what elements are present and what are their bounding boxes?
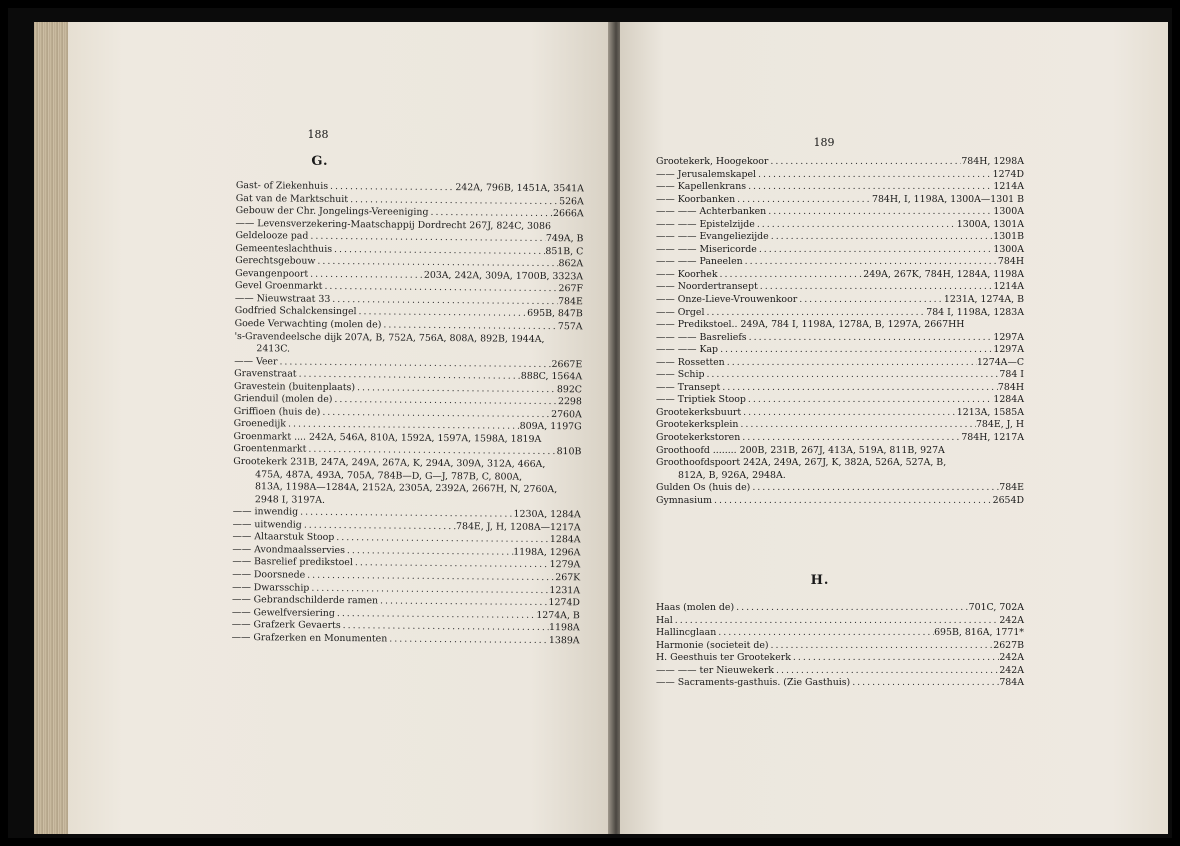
index-entry-refs: 1274D <box>548 597 581 609</box>
index-entry-label: —— Noordertransept <box>656 281 758 293</box>
index-entry <box>656 432 1024 445</box>
index-list-right-g <box>656 156 1024 507</box>
index-entry <box>656 307 1024 320</box>
index-entry-refs: 1274D <box>992 168 1024 180</box>
index-entry-label: Gravestein (buitenplaats) <box>233 380 356 393</box>
index-entry-label: Gevel Groenmarkt <box>234 280 323 293</box>
index-entry-label: 2413C. <box>256 343 291 355</box>
index-list-left <box>232 180 584 648</box>
index-entry-refs: 2666A <box>552 208 584 220</box>
index-entry-label: Godfried Schalckensingel <box>234 305 357 318</box>
index-entry-refs: 2760A <box>551 408 582 421</box>
index-entry-refs: 1230A, 1284A <box>513 508 581 521</box>
index-entry <box>656 169 1024 182</box>
index-entry-label: —— uitwendig <box>232 518 302 531</box>
index-entry <box>656 206 1024 219</box>
index-entry-label: Harmonie (societeit de) <box>656 639 769 651</box>
index-entry-refs: 1274A—C <box>976 356 1024 368</box>
index-entry <box>656 219 1024 232</box>
leader-dots <box>850 677 999 690</box>
index-entry-label: Grootekerkstoren <box>656 432 741 444</box>
index-entry-refs: 892C <box>556 383 583 396</box>
index-entry-label: —— —— Misericorde <box>656 243 757 255</box>
index-entry-label: —— —— Kap <box>656 344 719 356</box>
index-entry-label: —— Jerusalemskapel <box>656 168 757 180</box>
leader-dots <box>328 181 455 195</box>
index-entry-label: —— Doorsnede <box>232 568 306 581</box>
index-entry <box>656 407 1024 420</box>
index-entry-refs: 695B, 816A, 1771* <box>934 627 1024 639</box>
index-entry <box>656 627 1024 640</box>
index-entry-refs: 701C, 702A <box>968 602 1024 613</box>
index-entry-refs: 1214A <box>993 281 1024 293</box>
leader-dots <box>725 357 977 370</box>
index-entry-refs: 784H, 1298A <box>961 156 1024 167</box>
index-entry-refs: 1297A <box>993 331 1024 343</box>
index-entry-label: Groothoofd ........ 200B, 231B, 267J, 413A, 519A, 811B, 927A <box>656 444 945 456</box>
leader-dots <box>757 244 994 257</box>
leader-dots <box>756 169 993 182</box>
index-entry <box>656 269 1024 282</box>
index-entry-label: —— Basrelief predikstoel <box>232 556 353 569</box>
index-entry <box>656 181 1024 194</box>
index-entry-refs: 242A, 796B, 1451A, 3541A <box>455 182 584 195</box>
index-entry-label: —— Gewelfversiering <box>231 606 335 619</box>
index-entry-refs: 1198A, 1296A <box>513 546 581 559</box>
index-entry-refs: 1231A, 1274A, B <box>943 294 1024 306</box>
index-entry-refs: 1300A <box>993 206 1024 218</box>
index-entry-refs: 784H <box>997 256 1024 268</box>
index-entry-refs: 2298 <box>557 396 582 408</box>
index-entry-refs: 695B, 847B <box>527 308 583 320</box>
index-entry-refs: 784E <box>558 296 583 308</box>
leader-dots <box>740 432 961 445</box>
index-entry-refs: 1284A <box>993 394 1024 406</box>
leader-dots <box>743 256 998 269</box>
index-entry-refs: 1389A <box>548 634 580 647</box>
index-entry-refs: 784H, 1217A <box>961 432 1024 444</box>
index-entry <box>656 194 1024 207</box>
right-page <box>620 22 1168 834</box>
left-page <box>68 22 612 834</box>
index-entry-label: —— Altaarstuk Stoop <box>232 531 335 544</box>
leader-dots <box>716 627 934 640</box>
index-entry <box>656 382 1024 395</box>
index-entry <box>656 244 1024 257</box>
index-entry-label: —— Predikstoel.. 249A, 784 I, 1198A, 1278A, B, 1297A, 2667HH <box>656 319 965 331</box>
index-entry-refs: 784 I <box>999 369 1024 381</box>
index-entry-refs: 2654D <box>992 494 1024 506</box>
index-entry-label: —— Grafzerk Gevaerts <box>231 619 341 632</box>
index-entry <box>656 457 1024 470</box>
index-entry-label: —— Grafzerken en Monumenten <box>231 631 388 645</box>
index-entry <box>656 256 1024 269</box>
leader-dots <box>712 495 993 508</box>
index-entry <box>656 281 1024 294</box>
leader-dots <box>704 307 926 320</box>
index-entry <box>656 156 1024 169</box>
leader-dots <box>747 332 994 345</box>
leader-dots <box>755 219 957 232</box>
index-entry-label: —— Rossetten <box>656 356 725 368</box>
leader-dots <box>774 665 999 678</box>
index-entry <box>656 394 1024 407</box>
index-entry-label: Gerechtsgebouw <box>235 255 316 268</box>
index-entry-label: Haas (molen de) <box>656 602 735 613</box>
index-entry-refs: 784H <box>997 381 1024 393</box>
index-entry-refs: 1198A <box>549 622 580 634</box>
index-entry-label: 813A, 1198A—1284A, 2152A, 2305A, 2392A, 2667H, N, 2760A, <box>255 481 558 496</box>
index-entry-refs: 526A <box>559 195 584 207</box>
index-entry-refs: 1284A <box>549 534 581 546</box>
index-entry-label: —— inwendig <box>232 506 299 518</box>
index-entry-label: —— Levensverzekering-Maatschappij Dordrecht 267J, 824C, 3086 <box>235 217 551 232</box>
index-entry-label: —— —— Achterbanken <box>656 206 767 218</box>
index-entry-label: H. Geesthuis ter Grootekerk <box>656 652 791 664</box>
index-entry-label: Grootekerksplein <box>656 419 739 431</box>
index-entry-label: —— Koorbanken <box>656 193 736 205</box>
index-entry <box>656 640 1024 653</box>
index-entry-label: Gravenstraat <box>234 368 297 380</box>
index-entry-refs: 1297A <box>993 344 1024 356</box>
index-entry-refs: 242A <box>999 664 1024 676</box>
index-entry-label: Grootekerk, Hoogekoor <box>656 156 769 167</box>
index-entry <box>656 369 1024 382</box>
index-entry-refs: 862A <box>558 258 584 270</box>
index-entry-label: 812A, B, 926A, 2948A. <box>678 469 786 481</box>
index-entry <box>656 495 1024 508</box>
index-entry <box>656 602 1024 615</box>
index-entry <box>656 482 1024 495</box>
index-entry-refs: 784 I, 1198A, 1283A <box>926 306 1024 318</box>
index-entry <box>656 445 1024 458</box>
leader-dots <box>769 640 994 653</box>
index-entry-label: Goede Verwachting (molen de) <box>234 318 382 331</box>
index-list-right-h <box>656 602 1024 690</box>
index-entry-refs: 810B <box>556 446 582 458</box>
index-entry-label: 2948 I, 3197A. <box>254 493 326 506</box>
leader-dots <box>766 206 993 219</box>
index-entry <box>656 332 1024 345</box>
index-entry-label: Gulden Os (huis de) <box>656 482 751 494</box>
index-entry-label: Gevangenpoort <box>235 267 309 280</box>
leader-dots <box>734 602 969 615</box>
index-entry-refs: 1214A <box>993 181 1024 193</box>
index-entry-label: —— Orgel <box>656 306 705 318</box>
index-entry <box>656 677 1024 690</box>
section-letter-g: G. <box>311 154 329 169</box>
index-entry <box>656 319 1024 332</box>
index-entry-label: —— Avondmaalsservies <box>232 543 345 556</box>
index-entry-label: —— Gebrandschilderde ramen <box>231 594 379 607</box>
index-entry-label: —— Veer <box>234 355 278 368</box>
index-entry <box>656 470 1024 483</box>
section-letter-h: H. <box>810 573 830 588</box>
index-entry-label: Grootekerksbuurt <box>656 406 742 418</box>
leader-dots <box>718 344 993 357</box>
leader-dots <box>704 369 999 382</box>
index-entry-refs: 1301B <box>993 231 1024 243</box>
index-entry <box>656 665 1024 678</box>
leader-dots <box>735 194 872 207</box>
index-entry-refs: 1213A, 1585A <box>956 406 1024 418</box>
index-entry-refs: 2627B <box>993 639 1024 651</box>
index-entry-label: —— Schip <box>656 369 705 381</box>
leader-dots <box>387 633 549 647</box>
index-entry-refs: 784H, I, 1198A, 1300A—1301 B <box>871 193 1024 205</box>
index-entry-refs: 267F <box>558 283 584 295</box>
index-entry-refs: 267K <box>555 572 581 584</box>
index-entry-refs: 757A <box>557 321 583 333</box>
leader-dots <box>797 294 944 307</box>
index-entry <box>232 632 580 648</box>
index-entry-refs: 249A, 267K, 784H, 1284A, 1198A <box>863 268 1024 280</box>
index-entry-label: —— —— Epistelzijde <box>656 218 755 230</box>
index-entry-refs: 784E, J, H <box>975 419 1024 431</box>
index-entry-refs: 784E, J, H, 1208A—1217A <box>455 520 581 534</box>
leader-dots <box>738 419 976 432</box>
index-entry-refs: 1300A, 1301A <box>956 218 1024 230</box>
index-entry-refs: 2667E <box>551 358 583 370</box>
index-entry <box>656 652 1024 665</box>
leader-dots <box>718 269 864 282</box>
index-entry-label: —— Koorhek <box>656 268 718 280</box>
index-entry-label: Groothoofdspoort 242A, 249A, 267J, K, 382A, 526A, 527A, B, <box>656 457 947 469</box>
index-entry-refs: 749A, B <box>545 233 584 245</box>
leader-dots <box>750 482 999 495</box>
index-entry-refs: 203A, 242A, 309A, 1700B, 3323A <box>423 269 584 283</box>
index-entry-label: —— Onze-Lieve-Vrouwenkoor <box>656 294 798 306</box>
index-entry-label: —— —— ter Nieuwekerk <box>656 664 774 676</box>
leader-dots <box>769 231 994 244</box>
index-entry-label: Gat van de Marktschuit <box>235 192 349 205</box>
index-entry-label: —— Transept <box>656 381 721 393</box>
index-entry-refs: 888C, 1564A <box>520 370 583 383</box>
index-entry-label: —— —— Basreliefs <box>656 331 747 343</box>
index-entry-label: Groenmarkt .... 242A, 546A, 810A, 1592A, 1597A, 1598A, 1819A <box>233 430 542 445</box>
leader-dots <box>308 269 424 283</box>
index-entry-refs: 242A <box>999 614 1024 626</box>
index-entry <box>656 231 1024 244</box>
index-entry <box>656 344 1024 357</box>
index-entry-label: Griffioen (huis de) <box>233 405 321 418</box>
index-entry-label: —— —— Paneelen <box>656 256 743 268</box>
leader-dots <box>741 407 957 420</box>
leader-dots <box>791 652 999 665</box>
index-entry-refs: 1274A, B <box>536 609 580 621</box>
book-spread <box>8 8 1172 838</box>
page-number-right: 189 <box>813 136 835 149</box>
index-entry-label: Grootekerk 231B, 247A, 249A, 267A, K, 294A, 309A, 312A, 466A, <box>233 456 546 471</box>
index-entry-refs: 851B, C <box>545 245 584 258</box>
index-entry-refs: 1231A <box>549 584 581 596</box>
index-entry-refs: 1279A <box>549 559 581 571</box>
index-entry <box>656 357 1024 370</box>
index-entry-label: Grienduil (molen de) <box>233 393 333 406</box>
index-entry-label: Gemeenteslachthuis <box>235 242 333 255</box>
index-entry-label: —— Sacraments-gasthuis. (Zie Gasthuis) <box>656 677 851 689</box>
page-number-left: 188 <box>307 128 329 141</box>
index-entry-refs: 784E <box>999 482 1024 494</box>
index-entry-label: —— Dwarsschip <box>232 581 310 594</box>
index-entry-refs: 1300A <box>993 243 1024 255</box>
index-entry-label: 475A, 487A, 493A, 705A, 784B—D, G—J, 787B, C, 800A, <box>255 468 523 483</box>
leader-dots <box>768 156 961 169</box>
index-entry-label: Hallincglaan <box>656 627 717 639</box>
index-entry <box>656 294 1024 307</box>
leader-dots <box>746 181 993 194</box>
index-entry <box>656 615 1024 628</box>
index-entry-refs: 784A <box>999 677 1024 689</box>
leader-dots <box>758 281 994 294</box>
index-entry <box>656 419 1024 432</box>
index-entry-label: 's-Gravendeelsche dijk 207A, B, 752A, 756A, 808A, 892B, 1944A, <box>234 330 545 345</box>
index-entry-label: Geldelooze pad <box>235 230 309 242</box>
index-entry-label: Gebouw der Chr. Jongelings-Vereeniging <box>235 205 429 218</box>
index-entry-label: —— —— Evangeliezijde <box>656 231 769 243</box>
index-entry-label: Groenedijk <box>233 418 287 430</box>
index-entry-label: —— Triptiek Stoop <box>656 394 746 406</box>
index-entry-label: Groentenmarkt <box>233 443 307 456</box>
leader-dots <box>428 207 553 221</box>
index-entry-label: —— Kapellenkrans <box>656 181 747 193</box>
index-entry-label: Gast- of Ziekenhuis <box>235 180 329 192</box>
leader-dots <box>720 382 998 395</box>
index-entry-refs: 809A, 1197G <box>519 421 582 433</box>
leader-dots <box>673 615 1000 628</box>
index-entry-refs: 242A <box>999 652 1024 664</box>
leader-dots <box>746 394 993 407</box>
index-entry-label: Gymnasium <box>656 494 713 506</box>
index-entry-label: Hal <box>656 614 673 626</box>
index-entry-label: —— Nieuwstraat 33 <box>234 292 331 305</box>
